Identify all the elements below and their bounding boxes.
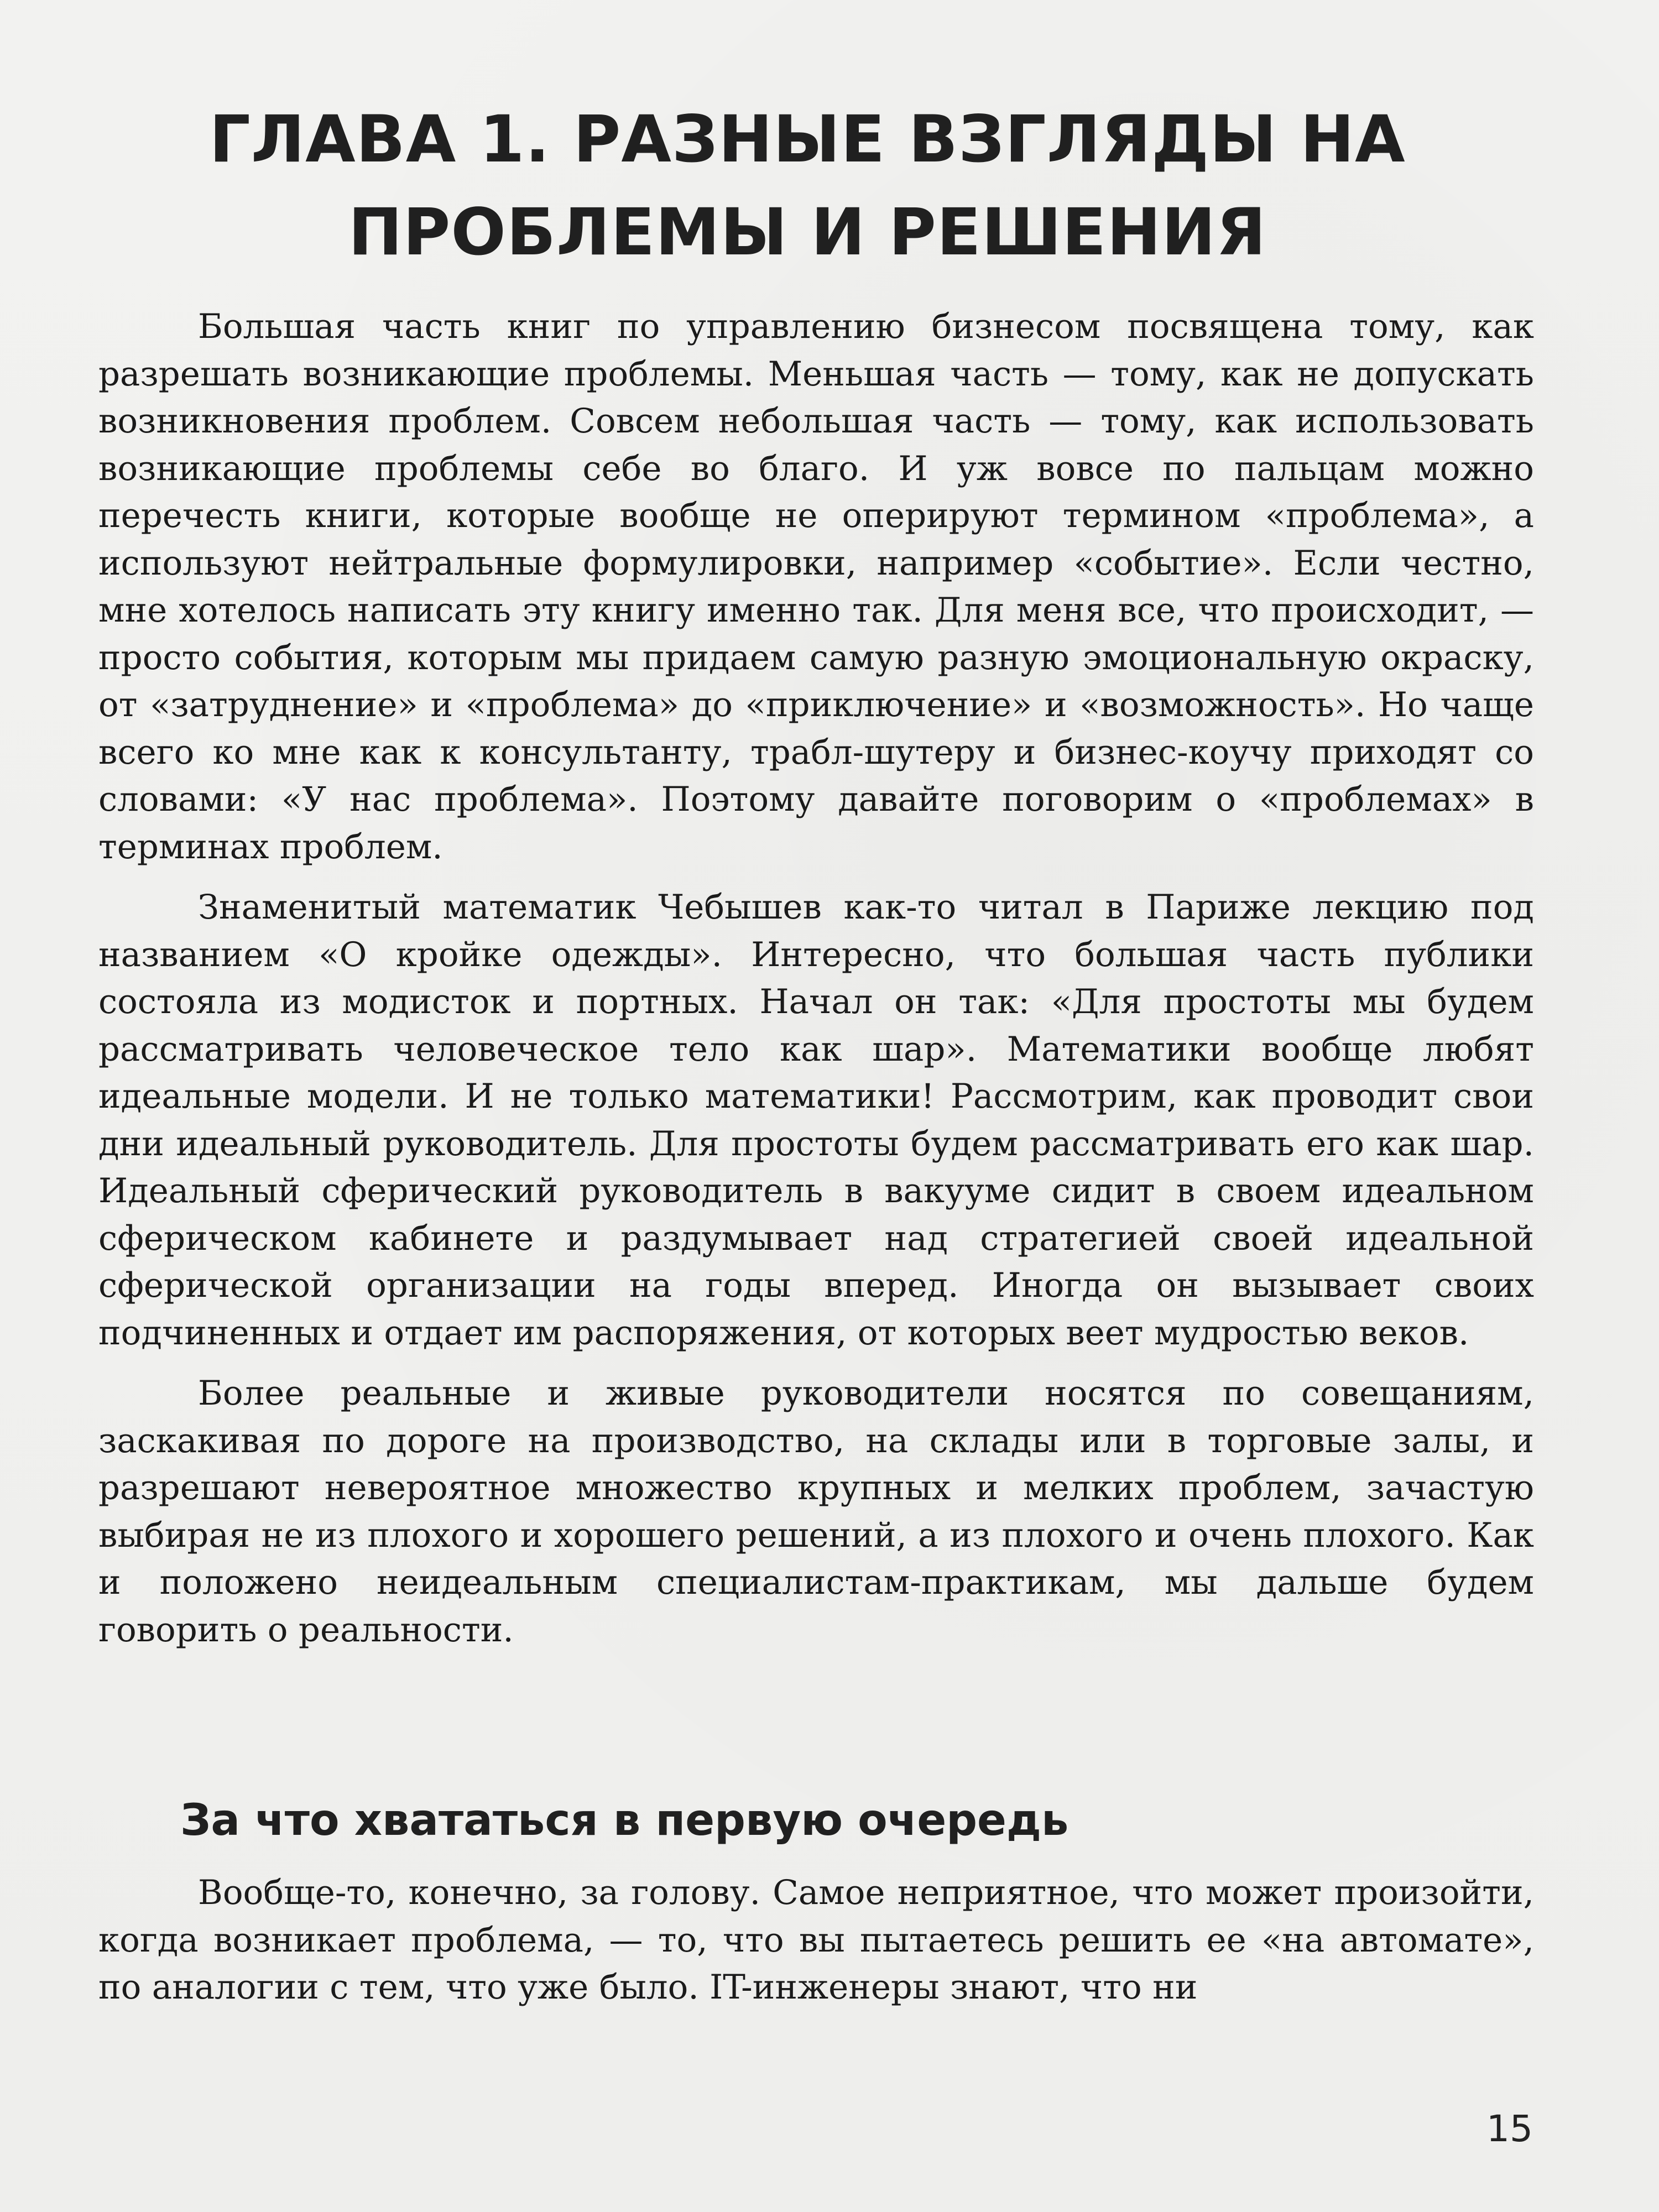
page-number: 15: [1486, 2107, 1533, 2150]
section-paragraph-1: Вообще-то, конечно, за голову. Самое неприятное, что может произойти, когда возникает проблема, — то, что вы пытаетесь решить ее «на автомате», по аналогии с тем, что уже было. IT-инженеры знают, что ни: [98, 1873, 1534, 2007]
paragraph-1: Большая часть книг по управлению бизнесом посвящена тому, как разрешать возникающие проблемы. Меньшая часть — тому, как не допускать возникновения проблем. Совсем небольшая часть — тому, как использовать возникающие проблемы себе во благо. И уж вовсе по пальцам можно перечесть книги, которые вообще не оперируют термином «проблема», а используют нейтральные формулировки, например «событие». Если честно, мне хотелось написать эту книгу именно так. Для меня все, что происходит, — просто события, которым мы придаем самую разную эмоциональную окраску, от «затруднение» и «проблема» до «приключение» и «возможность». Но чаще всего ко мне как к консультанту, трабл-шутеру и бизнес-коучу приходят со словами: «У нас проблема». Поэтому давайте поговорим о «проблемах» в терминах проблем.: [98, 307, 1534, 867]
section-body: [98, 1869, 1534, 2025]
paragraph-3: Более реальные и живые руководители носятся по совещаниям, заскакивая по дороге на производство, на склады или в торговые залы, и разрешают невероятное множество крупных и мелких проблем, зачастую выбирая не из плохого и хорошего решений, а из плохого и очень плохого. Как и положено неидеальным специалистам-практикам, мы дальше будем говорить о реальности.: [98, 1374, 1534, 1650]
chapter-title: [100, 93, 1515, 279]
chapter-body: [98, 303, 1534, 1667]
chapter-title-line-1: ГЛАВА 1. РАЗНЫЕ ВЗГЛЯДЫ НА: [209, 101, 1406, 177]
paragraph-2: Знаменитый математик Чебышев как-то читал в Париже лекцию под названием «О кройке одежды». Интересно, что большая часть публики состояла из модисток и портных. Начал он так: «Для простоты мы будем рассматривать человеческое тело как шар». Математики вообще любят идеальные модели. И не только математики! Рассмотрим, как проводит свои дни идеальный руководитель. Для простоты будем рассматривать его как шар. Идеальный сферический руководитель в вакууме сидит в своем идеальном сферическом кабинете и раздумывает над стратегией своей идеальной сферической организации на годы вперед. Иногда он вызывает своих подчиненных и отдает им распоряжения, от которых веет мудростью веков.: [98, 888, 1534, 1353]
chapter-title-line-2: ПРОБЛЕМЫ И РЕШЕНИЯ: [348, 194, 1267, 270]
section-heading: За что хвататься в первую очередь: [180, 1796, 1069, 1845]
